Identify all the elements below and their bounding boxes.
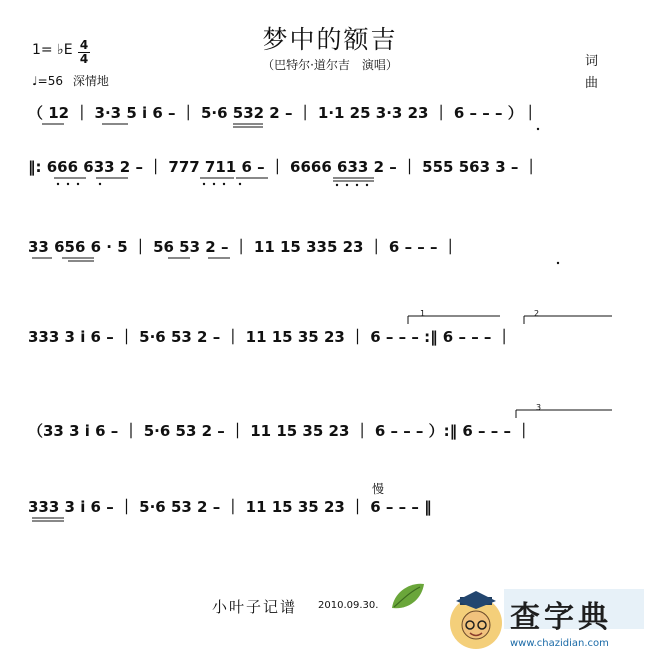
row-4-notation — [28, 309, 628, 346]
volta-label-3: 3 — [536, 403, 542, 412]
score-row-6 — [28, 496, 628, 526]
transcriber-signature: 小叶子记谱 — [212, 598, 298, 616]
score-row-2 — [28, 156, 628, 186]
logo-url[interactable]: www.chazidian.com — [510, 638, 609, 649]
composer-label: 曲 — [585, 76, 599, 91]
time-signature — [78, 39, 90, 66]
score-title: 梦中的额吉 — [262, 25, 398, 54]
score-row-3 — [28, 236, 628, 266]
row-1-notation — [28, 102, 628, 132]
row-3-notation — [28, 236, 628, 266]
leaf-icon — [388, 580, 428, 614]
slow-annotation: 慢 — [372, 482, 385, 496]
score-row-1 — [28, 102, 628, 132]
lyricist-label: 词 — [585, 54, 599, 69]
notation-row-4-text: 333 3 i 6 – ｜ 5·6 53 2 – ｜ 11 15 35 23 ｜ 6 – – – :‖ 6 – – – ｜ — [28, 328, 512, 346]
volta-label-1: 1 — [420, 309, 426, 318]
time-signature-top: 4 — [79, 38, 89, 52]
tempo-expression: 深情地 — [72, 74, 109, 88]
logo-title: 查字典 — [510, 600, 612, 635]
volta-label-2: 2 — [534, 309, 540, 318]
notation-row-6-text: 333 3 i 6 – ｜ 5·6 53 2 – ｜ 11 15 35 23 ｜ 6 – – – ‖ — [28, 498, 432, 516]
score-row-5 — [28, 403, 628, 440]
notation-row-1-text: （ 12 ｜ 3·3 5 i 6 – ｜ 5·6 532 2 – ｜ 1·1 25 3·3 23 ｜ 6 – – – ）｜ — [28, 104, 538, 122]
tempo-marking — [32, 72, 109, 89]
row-2-notation — [28, 156, 628, 188]
transcription-date: 2010.09.30. — [318, 600, 379, 611]
tempo-value: ♩=56 — [32, 74, 63, 88]
notation-row-5-text: （33 3 i 6 – ｜ 5·6 53 2 – ｜ 11 15 35 23 ｜ 6 – – – ）:‖ 6 – – – ｜ — [28, 422, 532, 440]
row-6-notation — [28, 496, 628, 526]
notation-row-2-text: ‖: 666 633 2 – ｜ 777 711 6 – ｜ 6666 633 2 – ｜ 555 563 3 – ｜ — [28, 158, 539, 176]
row-5-notation — [28, 403, 628, 440]
time-signature-bottom: 4 — [79, 52, 89, 66]
notation-row-3-text: 33 656 6 · 5 ｜ 56 53 2 – ｜ 11 15 335 23 ｜ 6 – – – ｜ — [28, 238, 458, 256]
key-signature: 1= ♭E — [32, 42, 73, 58]
performer-subtitle: （巴特尔·道尔吉 演唱） — [262, 58, 398, 72]
score-row-4 — [28, 309, 628, 346]
